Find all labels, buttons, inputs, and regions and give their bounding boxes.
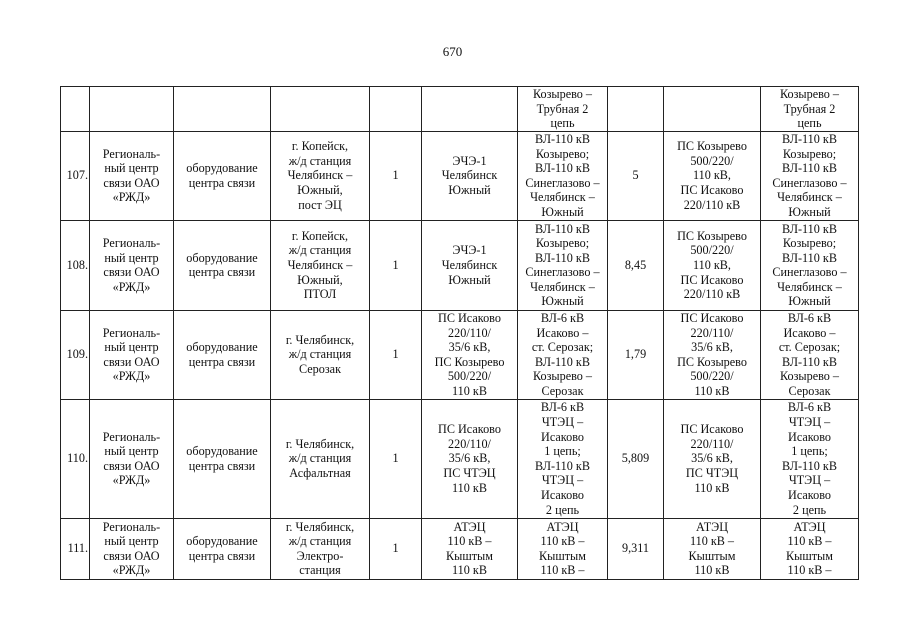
cell-location: г. Копейск, ж/д станция Челябинск – Южный, ПТОЛ — [271, 220, 370, 310]
cell-count: 1 — [370, 518, 422, 579]
cell-num: 111. — [61, 518, 90, 579]
cell-equipment: оборудование центра связи — [174, 131, 271, 220]
cell-count: 1 — [370, 220, 422, 310]
cell-line2: АТЭЦ 110 кВ – Кыштым 110 кВ – — [761, 518, 859, 579]
cell-line2: ВЛ-6 кВ Исаково – ст. Серозак; ВЛ-110 кВ Козырево – Серозак — [761, 310, 859, 399]
cell-equipment: оборудование центра связи — [174, 220, 271, 310]
cell-org: Региональ- ный центр связи ОАО «РЖД» — [90, 220, 174, 310]
table-row — [61, 131, 859, 220]
table-row — [61, 220, 859, 310]
cell-org: Региональ- ный центр связи ОАО «РЖД» — [90, 518, 174, 579]
cell-substation: ПС Исаково 220/110/ 35/6 кВ, ПС Козырево 500/220/ 110 кВ — [664, 310, 761, 399]
cell-org — [90, 87, 174, 132]
cell-count: 1 — [370, 310, 422, 399]
cell-line2: ВЛ-110 кВ Козырево; ВЛ-110 кВ Синеглазово – Челябинск – Южный — [761, 131, 859, 220]
cell-source: АТЭЦ 110 кВ – Кыштым 110 кВ — [422, 518, 518, 579]
cell-line2: ВЛ-6 кВ ЧТЭЦ – Исаково 1 цепь; ВЛ-110 кВ ЧТЭЦ – Исаково 2 цепь — [761, 399, 859, 518]
table-row — [61, 310, 859, 399]
cell-line: ВЛ-6 кВ Исаково – ст. Серозак; ВЛ-110 кВ Козырево – Серозак — [518, 310, 608, 399]
cell-source: ЭЧЭ-1 Челябинск Южный — [422, 220, 518, 310]
cell-substation: ПС Козырево 500/220/ 110 кВ, ПС Исаково 220/110 кВ — [664, 131, 761, 220]
cell-source — [422, 87, 518, 132]
cell-location: г. Челябинск, ж/д станция Асфальтная — [271, 399, 370, 518]
cell-source: ПС Исаково 220/110/ 35/6 кВ, ПС ЧТЭЦ 110 кВ — [422, 399, 518, 518]
cell-location: г. Копейск, ж/д станция Челябинск – Южный, пост ЭЦ — [271, 131, 370, 220]
cell-line: ВЛ-110 кВ Козырево; ВЛ-110 кВ Синеглазово – Челябинск – Южный — [518, 131, 608, 220]
data-table — [60, 86, 859, 580]
cell-org: Региональ- ный центр связи ОАО «РЖД» — [90, 310, 174, 399]
cell-num: 108. — [61, 220, 90, 310]
cell-location — [271, 87, 370, 132]
cell-line: ВЛ-110 кВ Козырево; ВЛ-110 кВ Синеглазово – Челябинск – Южный — [518, 220, 608, 310]
table-row — [61, 518, 859, 579]
cell-equipment: оборудование центра связи — [174, 399, 271, 518]
cell-line: Козырево – Трубная 2 цепь — [518, 87, 608, 132]
cell-length — [608, 87, 664, 132]
cell-line: ВЛ-6 кВ ЧТЭЦ – Исаково 1 цепь; ВЛ-110 кВ ЧТЭЦ – Исаково 2 цепь — [518, 399, 608, 518]
cell-line: АТЭЦ 110 кВ – Кыштым 110 кВ – — [518, 518, 608, 579]
cell-source: ПС Исаково 220/110/ 35/6 кВ, ПС Козырево 500/220/ 110 кВ — [422, 310, 518, 399]
cell-equipment: оборудование центра связи — [174, 518, 271, 579]
cell-substation: ПС Исаково 220/110/ 35/6 кВ, ПС ЧТЭЦ 110 кВ — [664, 399, 761, 518]
page-number: 670 — [442, 44, 463, 59]
cell-substation — [664, 87, 761, 132]
cell-num — [61, 87, 90, 132]
cell-length: 9,311 — [608, 518, 664, 579]
table-row-continuation — [61, 87, 859, 132]
cell-num: 107. — [61, 131, 90, 220]
cell-num: 110. — [61, 399, 90, 518]
cell-substation: АТЭЦ 110 кВ – Кыштым 110 кВ — [664, 518, 761, 579]
cell-num: 109. — [61, 310, 90, 399]
cell-count — [370, 87, 422, 132]
cell-substation: ПС Козырево 500/220/ 110 кВ, ПС Исаково 220/110 кВ — [664, 220, 761, 310]
cell-source: ЭЧЭ-1 Челябинск Южный — [422, 131, 518, 220]
cell-length: 5,809 — [608, 399, 664, 518]
cell-org: Региональ- ный центр связи ОАО «РЖД» — [90, 399, 174, 518]
cell-length: 5 — [608, 131, 664, 220]
cell-count: 1 — [370, 399, 422, 518]
cell-location: г. Челябинск, ж/д станция Электро- станция — [271, 518, 370, 579]
cell-count: 1 — [370, 131, 422, 220]
cell-length: 8,45 — [608, 220, 664, 310]
cell-org: Региональ- ный центр связи ОАО «РЖД» — [90, 131, 174, 220]
cell-equipment: оборудование центра связи — [174, 310, 271, 399]
cell-line2: ВЛ-110 кВ Козырево; ВЛ-110 кВ Синеглазово – Челябинск – Южный — [761, 220, 859, 310]
cell-line2: Козырево – Трубная 2 цепь — [761, 87, 859, 132]
cell-location: г. Челябинск, ж/д станция Серозак — [271, 310, 370, 399]
cell-length: 1,79 — [608, 310, 664, 399]
cell-equipment — [174, 87, 271, 132]
table-row — [61, 399, 859, 518]
